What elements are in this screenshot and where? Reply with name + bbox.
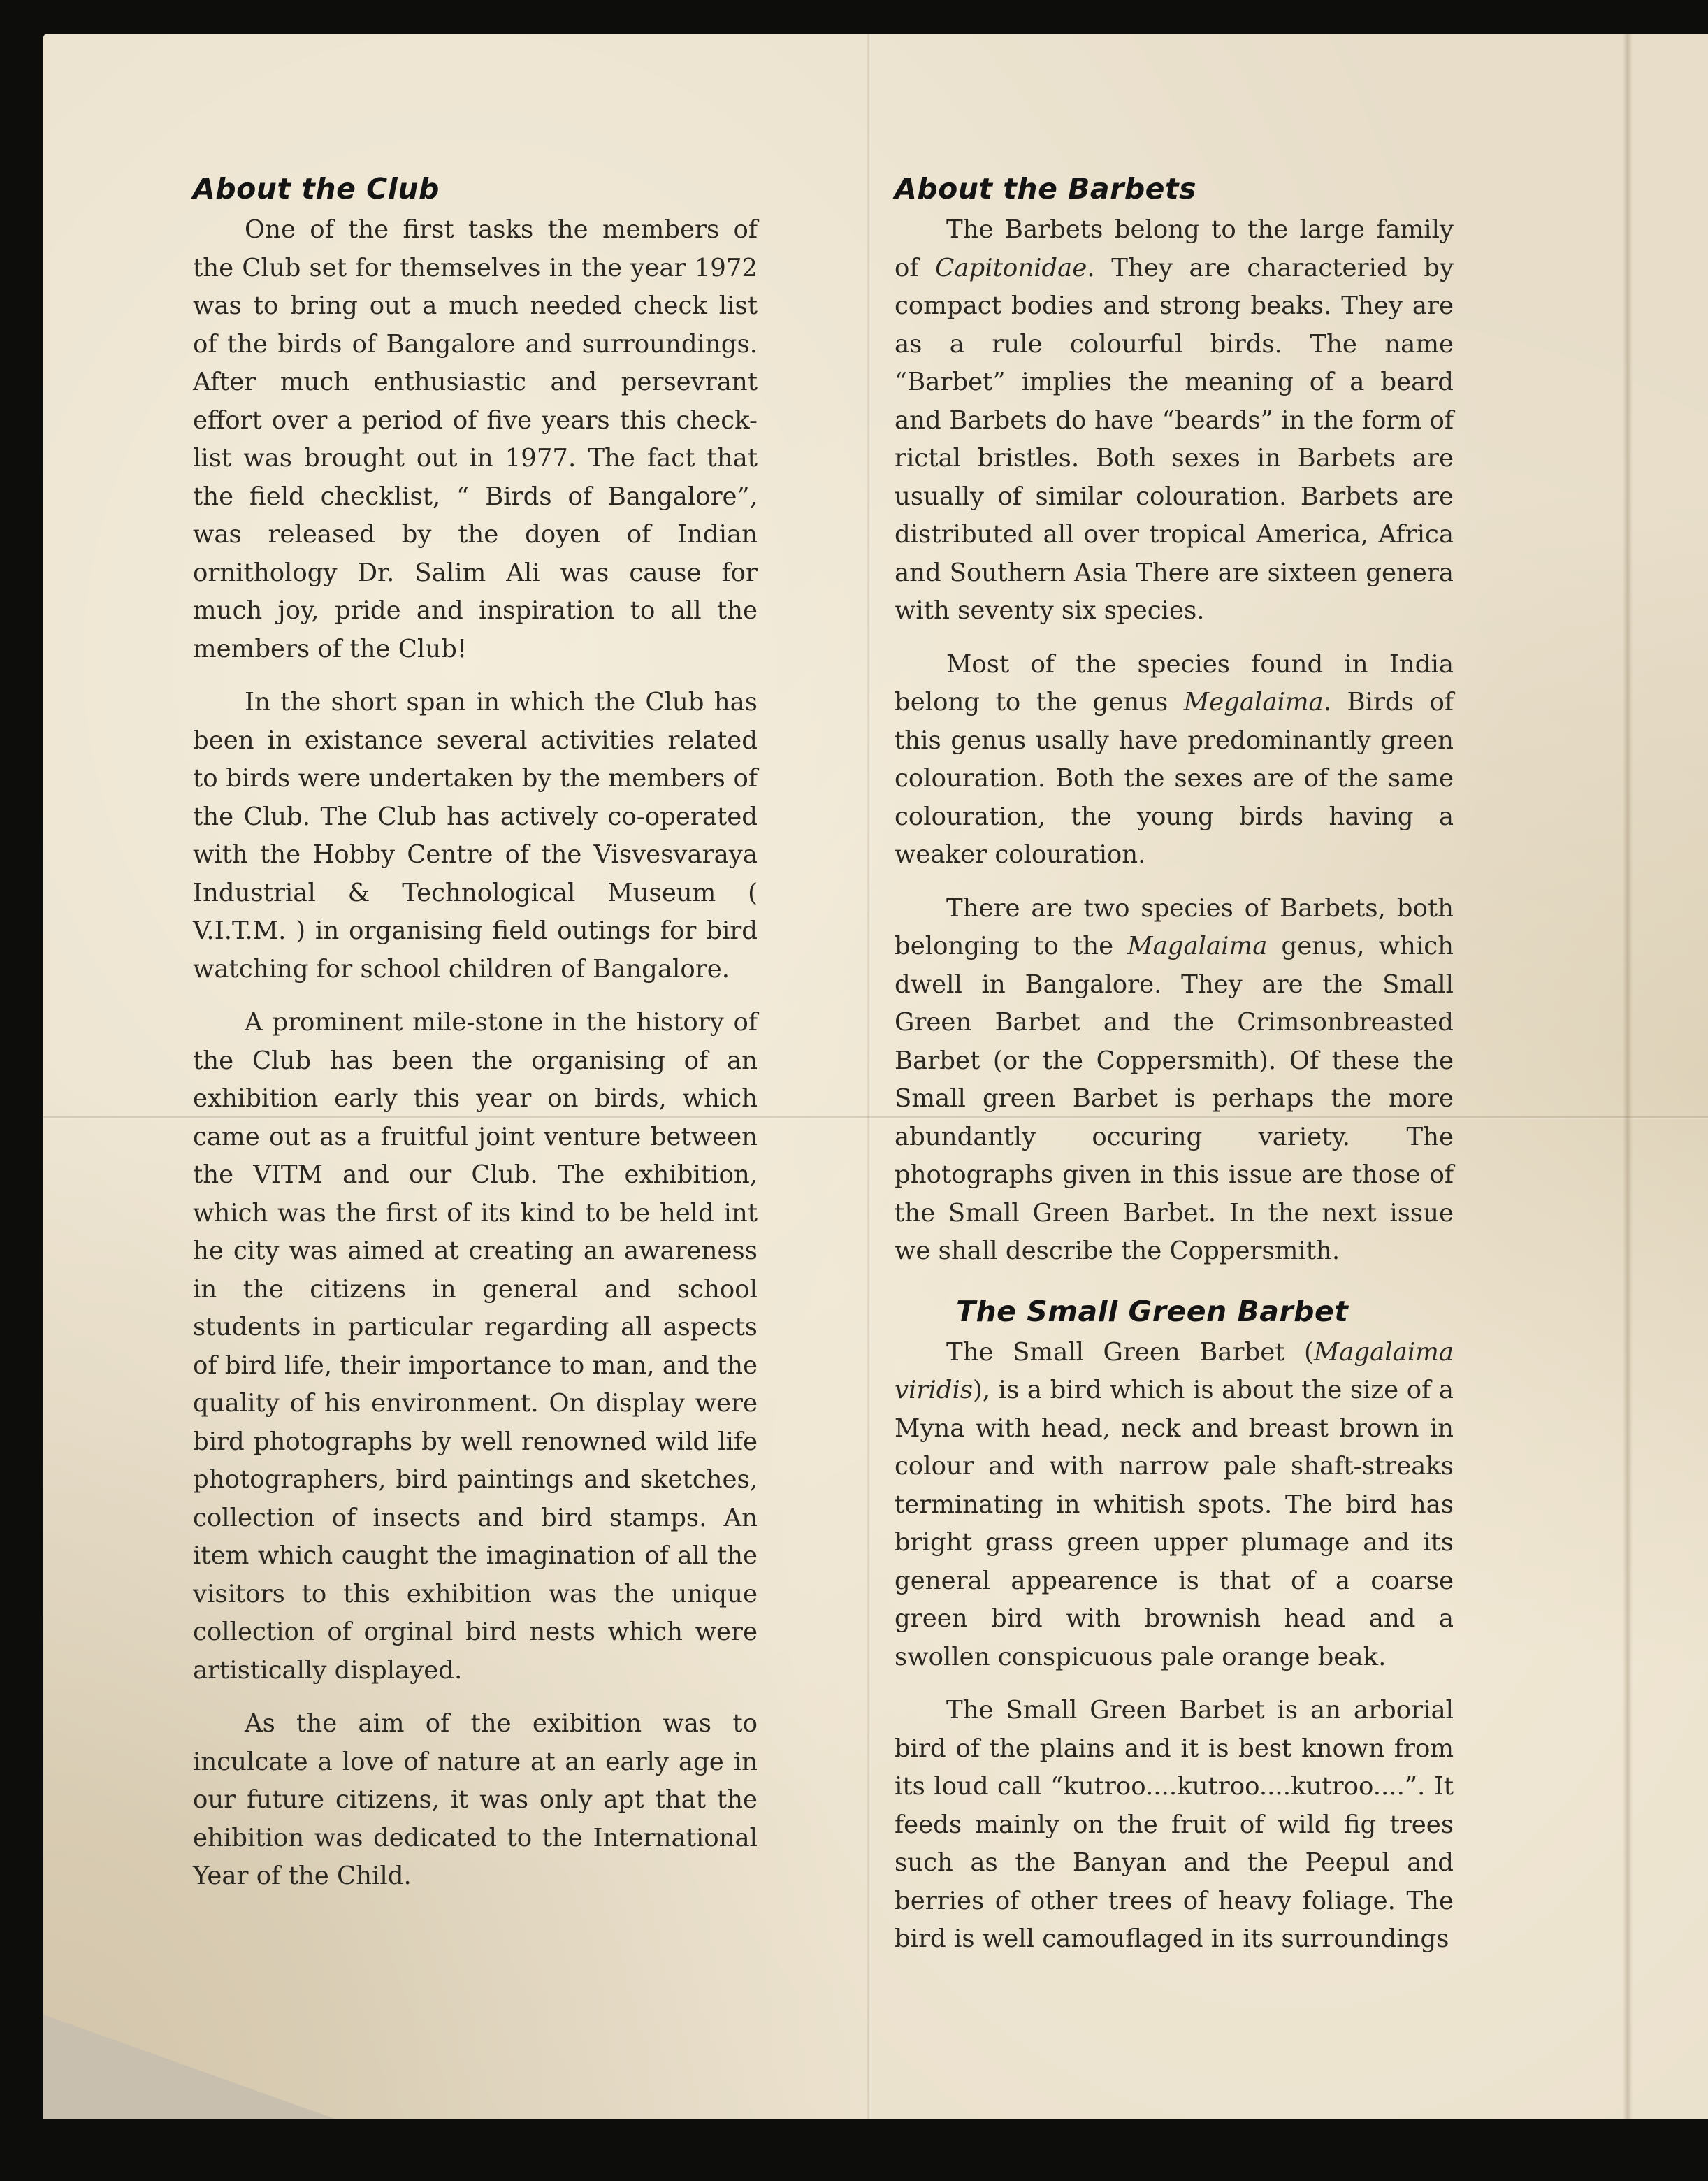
left-column [193,172,953,1911]
about-barbets-heading: About the Barbets [895,172,1196,206]
small-green-barbet-paragraph-1: The Small Green Barbet (Magalaima viridis), is a bird which is about the size of a Myna with head, neck and breast brown in colour and with narrow pale shaft-streaks terminating in whitish spots. The bird has bright grass green upper plumage and its general appearence is that of a coarse green bird with brownish head and a swollen conspicuous pale orange beak. [895,1337,1454,1671]
about-club-heading: About the Club [193,172,440,206]
about-barbets-paragraph-2: Most of the species found in India belong to the genus Megalaima. Birds of this genus usally have predominantly green colouration. Both the sexes are of the same colouration, the young birds having a weaker colouration. [895,649,1454,869]
right-column [895,172,1454,1974]
about-barbets-paragraph-3: There are two species of Barbets, both belonging to the Magalaima genus, which dwell in Bangalore. They are the Small Green Barbet and the Crimsonbreasted Barbet (or the Coppersmith). Of these the Small green Barbet is perhaps the more abundantly occuring variety. The photographs given in this issue are those of the Small Green Barbet. In the next issue we shall describe the Coppersmith. [895,893,1454,1265]
small-green-barbet-heading: The Small Green Barbet [956,1294,1349,1328]
about-barbets-paragraph-1: The Barbets belong to the large family of Capitonidae. They are characteried by compact bodies and strong beaks. They are as a rule colourful birds. The name “Barbet” implies the meaning of a beard and Barbets do have “beards” in the form of rictal bristles. Both sexes in Barbets are usually of similar colouration. Barbets are distributed all over tropical America, Africa and Southern Asia There are sixteen genera with seventy six species. [895,215,1454,625]
about-club-paragraph-2: In the short span in which the Club has been in existance several activities related to birds were undertaken by the members of the Club. The Club has actively co-operated with the Hobby Centre of the Visvesvaraya Industrial & Technological Museum ( V.I.T.M. ) in organising field outings for bird watching for school children of Bangalore. [193,688,758,984]
about-club-paragraph-1: One of the first tasks the members of the Club set for themselves in the year 1972 was to bring out a much needed check list of the birds of Bangalore and surroundings. After much enthusiastic and persevrant effort over a period of five years this check-list was brought out in 1977. The fact that the field checklist, “ Birds of Bangalore”, was released by the doyen of Indian ornithology Dr. Salim Ali was cause for much joy, pride and inspiration to all the members of the Club! [193,215,758,663]
binding-gutter [1623,34,1633,2119]
about-club-paragraph-3: A prominent mile-stone in the history of the Club has been the organising of an exhibition early this year on birds, which came out as a fruitful joint venture between the VITM and our Club. The exhibition, which was the first of its kind to be held int he city was aimed at creating an awareness in the citizens in general and school students in particular regarding all aspects of bird life, their importance to man, and the quality of his environment. On display were bird photographs by well renowned wild life photographers, bird paintings and sketches, collection of insects and bird stamps. An item which caught the imagination of all the visitors to this exhibition was the unique collection of orginal bird nests which were artistically displayed. [193,1008,758,1685]
folded-corner [43,2015,337,2119]
about-club-paragraph-4: As the aim of the exibition was to inculcate a love of nature at an early age in our future citizens, it was only apt that the ehibition was dedicated to the International Year of the Child. [193,1709,758,1890]
small-green-barbet-paragraph-2: The Small Green Barbet is an arborial bird of the plains and it is best known from its loud call “kutroo....kutroo....kutroo....”. It feeds mainly on the fruit of wild fig trees such as the Banyan and the Peepul and berries of other trees of heavy foliage. The bird is well camouflaged in its surroundings [895,1696,1454,1953]
